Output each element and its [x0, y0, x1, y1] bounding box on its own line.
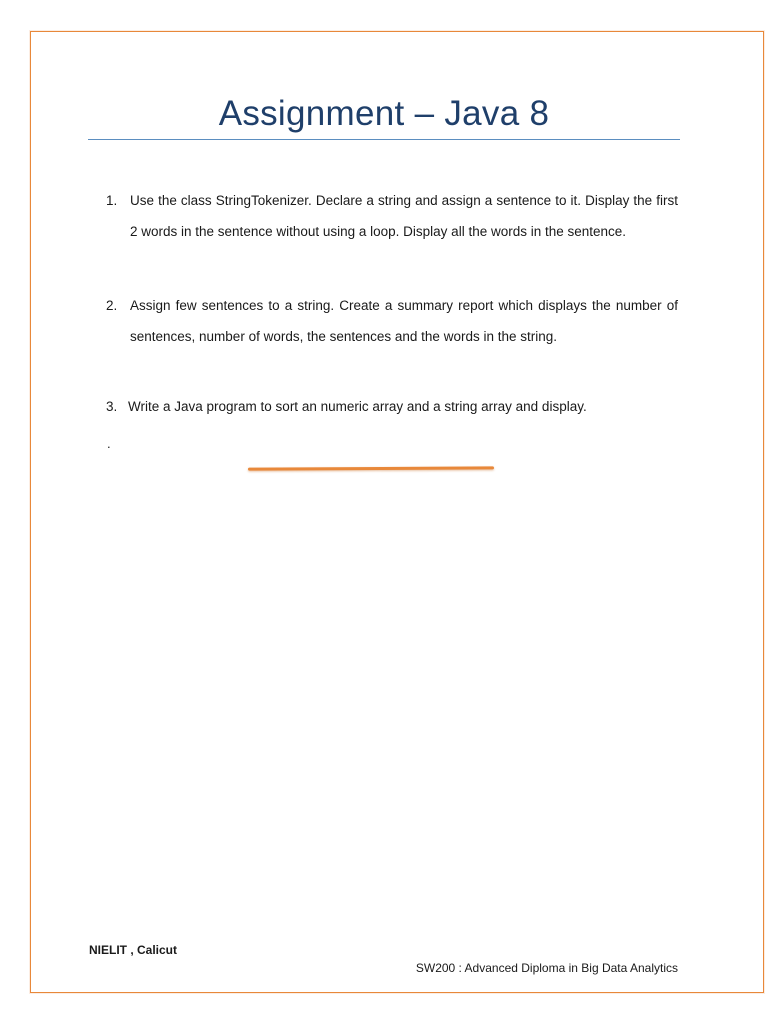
page-border — [30, 31, 764, 993]
question-item — [106, 185, 678, 247]
question-number: 2. — [106, 298, 118, 313]
question-item — [106, 391, 678, 422]
question-text: Use the class StringTokenizer. Declare a string and assign a sentence to it. Display the first 2 words in the sentence without using a loop. Display all the words in the sentence. — [130, 193, 678, 239]
question-number: 1. — [106, 193, 118, 208]
footer-course: SW200 : Advanced Diploma in Big Data Analytics — [415, 961, 678, 975]
question-item — [106, 290, 678, 352]
question-text: Write a Java program to sort an numeric array and a string array and display. — [128, 399, 587, 414]
stray-mark: . — [107, 436, 111, 451]
question-number: 3. — [106, 399, 118, 414]
document-title: Assignment – Java 8 — [218, 94, 550, 133]
question-text: Assign few sentences to a string. Create a summary report which displays the number of sentences, number of words, the sentences and the words in the string. — [130, 298, 678, 344]
title-underline — [88, 139, 680, 140]
footer-organization: NIELIT , Calicut — [89, 943, 178, 957]
